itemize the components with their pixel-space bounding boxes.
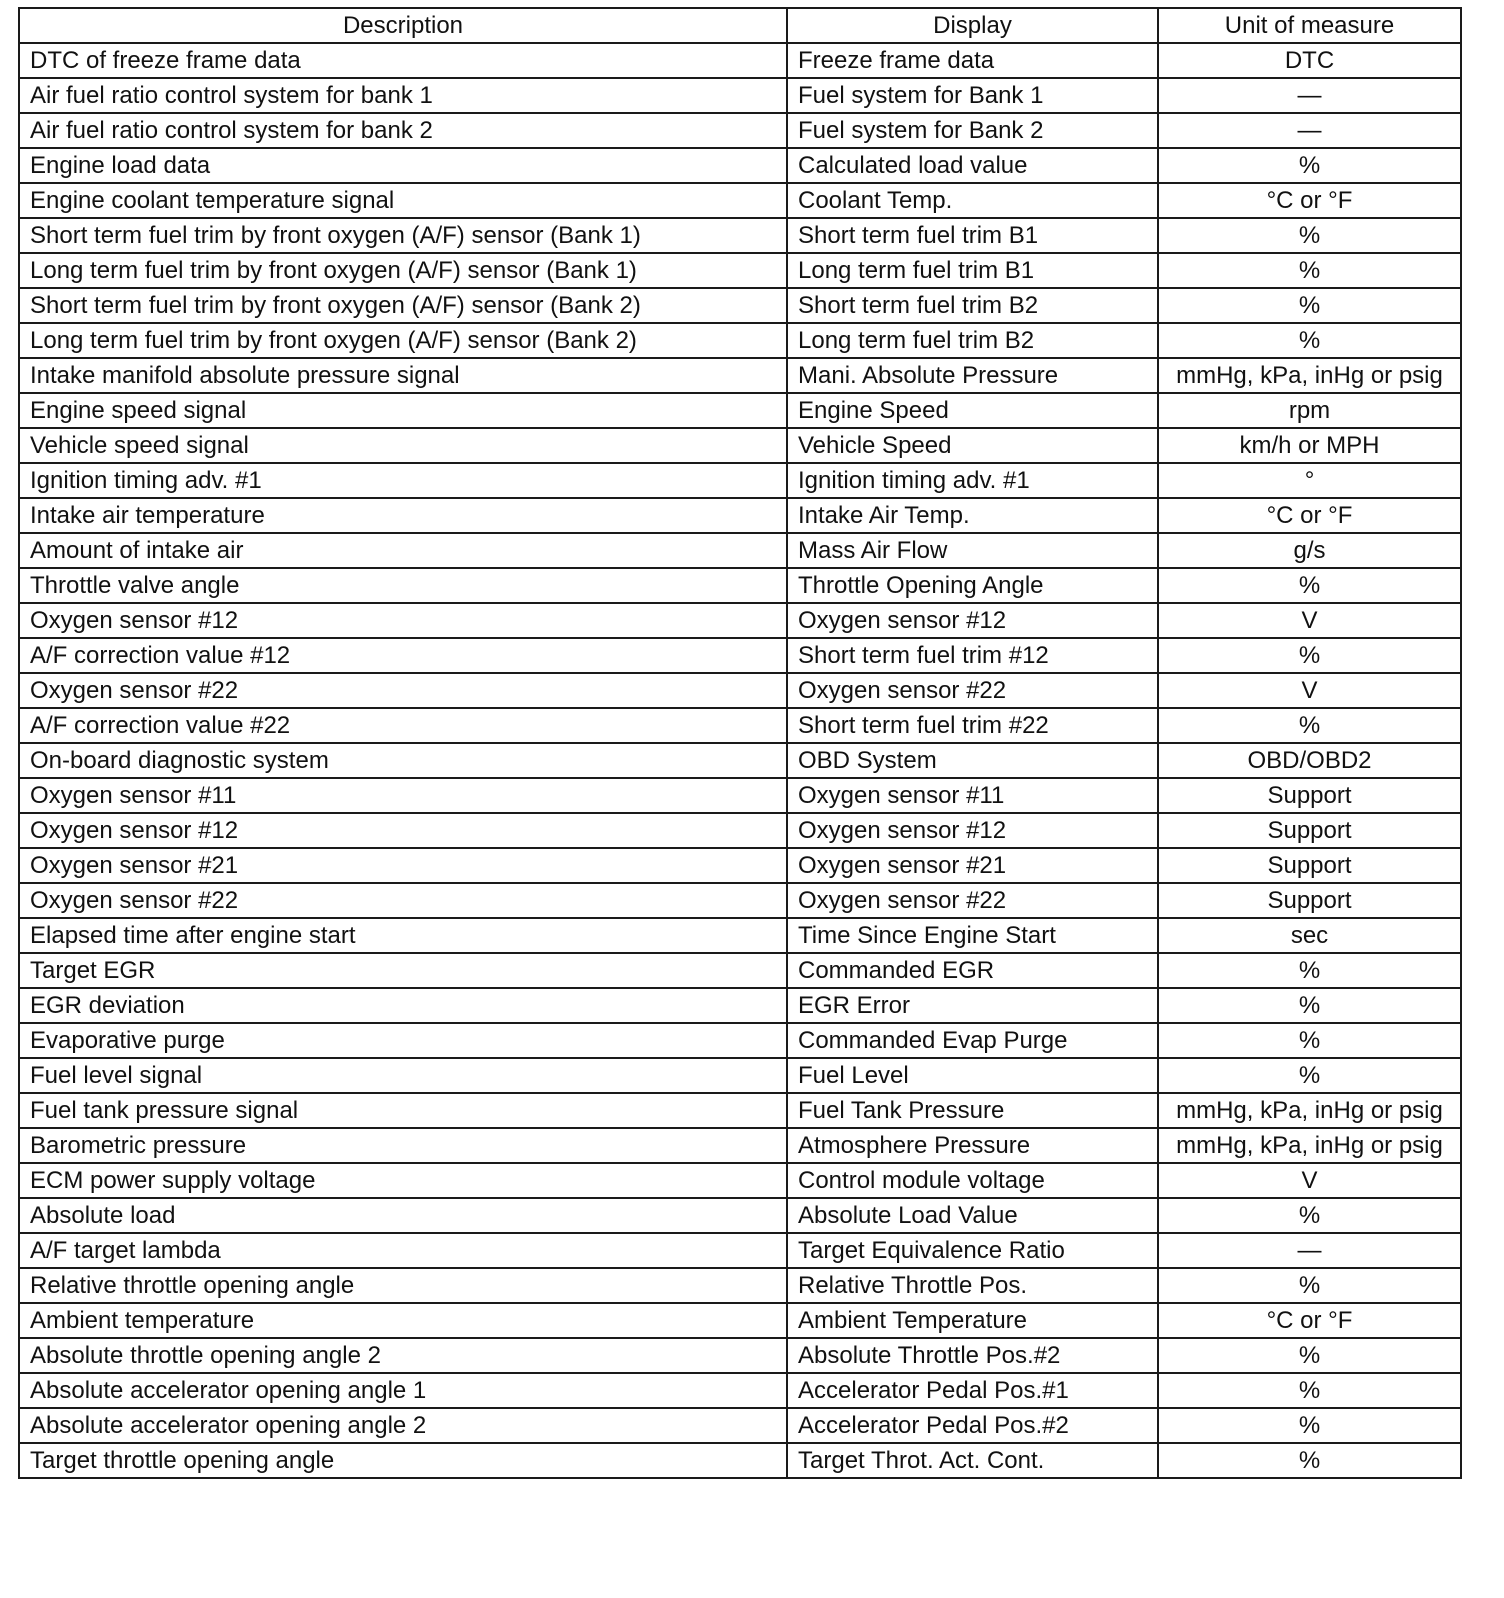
table-row <box>19 813 1461 848</box>
unit-cell: Support <box>1158 848 1461 883</box>
display-cell: Absolute Throttle Pos.#2 <box>787 1338 1158 1373</box>
display-cell: Oxygen sensor #11 <box>787 778 1158 813</box>
display-cell: Oxygen sensor #12 <box>787 813 1158 848</box>
table-row <box>19 1058 1461 1093</box>
table-row <box>19 533 1461 568</box>
display-cell: Absolute Load Value <box>787 1198 1158 1233</box>
table-row <box>19 778 1461 813</box>
unit-cell: % <box>1158 953 1461 988</box>
display-cell: Intake Air Temp. <box>787 498 1158 533</box>
table-row <box>19 1373 1461 1408</box>
display-cell: OBD System <box>787 743 1158 778</box>
table-row <box>19 1233 1461 1268</box>
display-cell: Commanded EGR <box>787 953 1158 988</box>
description-cell: A/F correction value #22 <box>19 708 787 743</box>
display-cell: Oxygen sensor #22 <box>787 883 1158 918</box>
display-cell: Commanded Evap Purge <box>787 1023 1158 1058</box>
unit-cell: V <box>1158 673 1461 708</box>
display-cell: Short term fuel trim #22 <box>787 708 1158 743</box>
unit-cell: °C or °F <box>1158 183 1461 218</box>
display-cell: Oxygen sensor #21 <box>787 848 1158 883</box>
table-header-row <box>19 8 1461 43</box>
display-cell: Ignition timing adv. #1 <box>787 463 1158 498</box>
unit-cell: % <box>1158 1023 1461 1058</box>
display-cell: Control module voltage <box>787 1163 1158 1198</box>
description-cell: Absolute load <box>19 1198 787 1233</box>
table-row <box>19 1268 1461 1303</box>
display-cell: Accelerator Pedal Pos.#1 <box>787 1373 1158 1408</box>
table-row <box>19 323 1461 358</box>
table-row <box>19 673 1461 708</box>
description-cell: Fuel level signal <box>19 1058 787 1093</box>
table-row <box>19 743 1461 778</box>
display-cell: Short term fuel trim #12 <box>787 638 1158 673</box>
table-row <box>19 1338 1461 1373</box>
unit-cell: — <box>1158 1233 1461 1268</box>
unit-cell: — <box>1158 78 1461 113</box>
description-cell: Barometric pressure <box>19 1128 787 1163</box>
unit-cell: % <box>1158 988 1461 1023</box>
unit-cell: DTC <box>1158 43 1461 78</box>
unit-cell: % <box>1158 288 1461 323</box>
description-cell: Engine coolant temperature signal <box>19 183 787 218</box>
unit-cell: Support <box>1158 883 1461 918</box>
unit-cell: Support <box>1158 813 1461 848</box>
display-cell: Long term fuel trim B1 <box>787 253 1158 288</box>
display-cell: Ambient Temperature <box>787 1303 1158 1338</box>
unit-cell: — <box>1158 113 1461 148</box>
unit-cell: °C or °F <box>1158 498 1461 533</box>
description-cell: Vehicle speed signal <box>19 428 787 463</box>
description-cell: Engine speed signal <box>19 393 787 428</box>
table-row <box>19 953 1461 988</box>
table-row <box>19 393 1461 428</box>
parameter-table <box>18 7 1462 1479</box>
description-cell: Engine load data <box>19 148 787 183</box>
display-cell: Calculated load value <box>787 148 1158 183</box>
table-row <box>19 253 1461 288</box>
unit-cell: mmHg, kPa, inHg or psig <box>1158 1093 1461 1128</box>
display-cell: Mani. Absolute Pressure <box>787 358 1158 393</box>
unit-cell: Support <box>1158 778 1461 813</box>
description-cell: Oxygen sensor #12 <box>19 603 787 638</box>
description-cell: Fuel tank pressure signal <box>19 1093 787 1128</box>
table-row <box>19 638 1461 673</box>
unit-cell: % <box>1158 1268 1461 1303</box>
description-cell: Short term fuel trim by front oxygen (A/F) sensor (Bank 1) <box>19 218 787 253</box>
table-row <box>19 988 1461 1023</box>
description-cell: On-board diagnostic system <box>19 743 787 778</box>
display-cell: Target Equivalence Ratio <box>787 1233 1158 1268</box>
table-row <box>19 918 1461 953</box>
table-row <box>19 113 1461 148</box>
description-cell: Intake air temperature <box>19 498 787 533</box>
description-cell: A/F target lambda <box>19 1233 787 1268</box>
header-unit: Unit of measure <box>1158 8 1461 43</box>
unit-cell: % <box>1158 568 1461 603</box>
unit-cell: % <box>1158 1338 1461 1373</box>
display-cell: Fuel Level <box>787 1058 1158 1093</box>
unit-cell: °C or °F <box>1158 1303 1461 1338</box>
description-cell: Ignition timing adv. #1 <box>19 463 787 498</box>
display-cell: Throttle Opening Angle <box>787 568 1158 603</box>
unit-cell: % <box>1158 1408 1461 1443</box>
display-cell: Atmosphere Pressure <box>787 1128 1158 1163</box>
description-cell: Air fuel ratio control system for bank 1 <box>19 78 787 113</box>
table-row <box>19 1303 1461 1338</box>
description-cell: Evaporative purge <box>19 1023 787 1058</box>
description-cell: Absolute accelerator opening angle 1 <box>19 1373 787 1408</box>
unit-cell: % <box>1158 1198 1461 1233</box>
unit-cell: % <box>1158 148 1461 183</box>
unit-cell: % <box>1158 638 1461 673</box>
description-cell: Long term fuel trim by front oxygen (A/F) sensor (Bank 2) <box>19 323 787 358</box>
display-cell: Fuel system for Bank 2 <box>787 113 1158 148</box>
display-cell: Accelerator Pedal Pos.#2 <box>787 1408 1158 1443</box>
description-cell: Air fuel ratio control system for bank 2 <box>19 113 787 148</box>
display-cell: Vehicle Speed <box>787 428 1158 463</box>
description-cell: Elapsed time after engine start <box>19 918 787 953</box>
unit-cell: OBD/OBD2 <box>1158 743 1461 778</box>
description-cell: Long term fuel trim by front oxygen (A/F) sensor (Bank 1) <box>19 253 787 288</box>
display-cell: Coolant Temp. <box>787 183 1158 218</box>
display-cell: Fuel Tank Pressure <box>787 1093 1158 1128</box>
table-row <box>19 183 1461 218</box>
unit-cell: V <box>1158 1163 1461 1198</box>
header-display: Display <box>787 8 1158 43</box>
unit-cell: % <box>1158 253 1461 288</box>
table-row <box>19 78 1461 113</box>
table-row <box>19 358 1461 393</box>
table-row <box>19 43 1461 78</box>
display-cell: Oxygen sensor #22 <box>787 673 1158 708</box>
display-cell: Engine Speed <box>787 393 1158 428</box>
table-row <box>19 1128 1461 1163</box>
table-row <box>19 288 1461 323</box>
table-row <box>19 1408 1461 1443</box>
description-cell: Oxygen sensor #21 <box>19 848 787 883</box>
table-row <box>19 848 1461 883</box>
unit-cell: mmHg, kPa, inHg or psig <box>1158 1128 1461 1163</box>
display-cell: EGR Error <box>787 988 1158 1023</box>
description-cell: Amount of intake air <box>19 533 787 568</box>
table-row <box>19 218 1461 253</box>
description-cell: Ambient temperature <box>19 1303 787 1338</box>
table-row <box>19 498 1461 533</box>
description-cell: Relative throttle opening angle <box>19 1268 787 1303</box>
table-row <box>19 568 1461 603</box>
description-cell: Absolute throttle opening angle 2 <box>19 1338 787 1373</box>
table-row <box>19 428 1461 463</box>
unit-cell: rpm <box>1158 393 1461 428</box>
unit-cell: ° <box>1158 463 1461 498</box>
display-cell: Long term fuel trim B2 <box>787 323 1158 358</box>
table-body <box>19 43 1461 1478</box>
description-cell: Absolute accelerator opening angle 2 <box>19 1408 787 1443</box>
unit-cell: % <box>1158 1443 1461 1478</box>
description-cell: Throttle valve angle <box>19 568 787 603</box>
unit-cell: % <box>1158 708 1461 743</box>
display-cell: Mass Air Flow <box>787 533 1158 568</box>
display-cell: Fuel system for Bank 1 <box>787 78 1158 113</box>
unit-cell: g/s <box>1158 533 1461 568</box>
description-cell: DTC of freeze frame data <box>19 43 787 78</box>
display-cell: Short term fuel trim B1 <box>787 218 1158 253</box>
table-row <box>19 1023 1461 1058</box>
table-row <box>19 148 1461 183</box>
description-cell: EGR deviation <box>19 988 787 1023</box>
description-cell: Oxygen sensor #22 <box>19 883 787 918</box>
unit-cell: sec <box>1158 918 1461 953</box>
description-cell: Short term fuel trim by front oxygen (A/F) sensor (Bank 2) <box>19 288 787 323</box>
description-cell: Oxygen sensor #22 <box>19 673 787 708</box>
unit-cell: % <box>1158 323 1461 358</box>
table-row <box>19 1093 1461 1128</box>
description-cell: ECM power supply voltage <box>19 1163 787 1198</box>
display-cell: Time Since Engine Start <box>787 918 1158 953</box>
unit-cell: km/h or MPH <box>1158 428 1461 463</box>
description-cell: Target throttle opening angle <box>19 1443 787 1478</box>
table-row <box>19 1443 1461 1478</box>
unit-cell: V <box>1158 603 1461 638</box>
display-cell: Oxygen sensor #12 <box>787 603 1158 638</box>
description-cell: Oxygen sensor #11 <box>19 778 787 813</box>
table-row <box>19 603 1461 638</box>
unit-cell: % <box>1158 1058 1461 1093</box>
unit-cell: % <box>1158 1373 1461 1408</box>
table-row <box>19 1163 1461 1198</box>
header-description: Description <box>19 8 787 43</box>
display-cell: Short term fuel trim B2 <box>787 288 1158 323</box>
table-row <box>19 883 1461 918</box>
unit-cell: mmHg, kPa, inHg or psig <box>1158 358 1461 393</box>
display-cell: Freeze frame data <box>787 43 1158 78</box>
display-cell: Target Throt. Act. Cont. <box>787 1443 1158 1478</box>
table-row <box>19 708 1461 743</box>
unit-cell: % <box>1158 218 1461 253</box>
description-cell: A/F correction value #12 <box>19 638 787 673</box>
table-row <box>19 463 1461 498</box>
description-cell: Oxygen sensor #12 <box>19 813 787 848</box>
table-row <box>19 1198 1461 1233</box>
display-cell: Relative Throttle Pos. <box>787 1268 1158 1303</box>
description-cell: Intake manifold absolute pressure signal <box>19 358 787 393</box>
description-cell: Target EGR <box>19 953 787 988</box>
